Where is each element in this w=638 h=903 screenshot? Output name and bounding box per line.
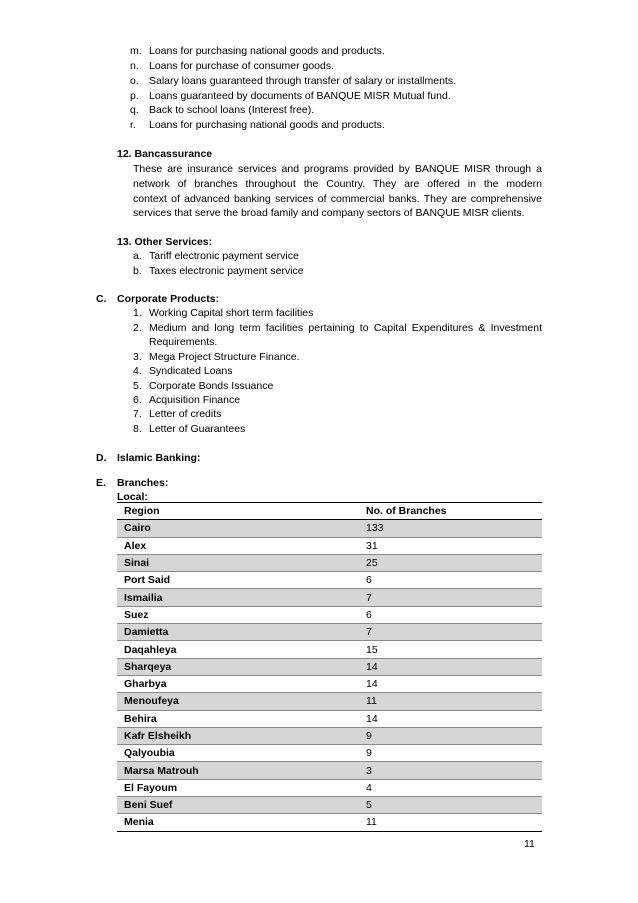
region-cell: Port Said bbox=[124, 574, 171, 587]
table-row bbox=[117, 606, 542, 623]
list-item: Loans for purchasing national goods and products. bbox=[149, 45, 385, 57]
list-item: Loans for purchase of consumer goods. bbox=[149, 60, 335, 72]
list-marker: m. bbox=[130, 45, 142, 57]
table-row bbox=[117, 554, 542, 571]
section-letter: D. bbox=[96, 452, 107, 464]
region-cell: Sharqeya bbox=[117, 658, 359, 675]
list-marker: o. bbox=[130, 75, 139, 87]
count-cell: 9 bbox=[366, 747, 372, 760]
count-cell: 11 bbox=[359, 693, 542, 710]
count-cell: 7 bbox=[359, 589, 542, 606]
table-row bbox=[117, 745, 542, 762]
region-cell: Sinai bbox=[117, 554, 359, 571]
table-row bbox=[117, 693, 542, 710]
paragraph-line: services that serve the broad family and company sectors of BANQUE MISR clients. bbox=[133, 207, 525, 219]
region-cell: Kafr Elsheikh bbox=[117, 727, 359, 744]
list-item: Salary loans guaranteed through transfer of salary or installments. bbox=[149, 75, 456, 87]
table-row bbox=[117, 675, 542, 692]
paragraph-line: context of advanced banking services of commercial banks. They are comprehensive bbox=[133, 193, 542, 205]
list-item: Corporate Bonds Issuance bbox=[149, 380, 274, 392]
subheading-local: Local: bbox=[117, 491, 148, 503]
list-marker: 3. bbox=[133, 351, 142, 363]
list-item: Working Capital short term facilities bbox=[149, 307, 314, 319]
list-marker: a. bbox=[133, 250, 142, 262]
list-item: Loans guaranteed by documents of BANQUE MISR Mutual fund. bbox=[149, 90, 451, 102]
section-heading-corporate: Corporate Products: bbox=[117, 293, 220, 305]
list-item: Loans for purchasing national goods and products. bbox=[149, 119, 385, 131]
count-cell: 14 bbox=[359, 658, 542, 675]
region-cell: Menia bbox=[117, 814, 359, 831]
list-marker: n. bbox=[130, 60, 139, 72]
region-cell: Behira bbox=[124, 712, 157, 725]
table-row bbox=[117, 762, 542, 779]
count-cell: 31 bbox=[366, 539, 378, 552]
paragraph-line: network of branches throughout the Country. They are offered in the modern bbox=[133, 178, 542, 190]
region-cell: Menoufeya bbox=[117, 693, 359, 710]
table-row bbox=[117, 537, 542, 554]
region-cell: El Fayoum bbox=[124, 781, 178, 794]
section-letter: C. bbox=[96, 293, 107, 305]
count-cell: 133 bbox=[359, 520, 542, 537]
table-row bbox=[117, 589, 542, 606]
count-cell: 15 bbox=[366, 643, 378, 656]
list-marker: 4. bbox=[133, 365, 142, 377]
section-heading-other-services: 13. Other Services: bbox=[117, 236, 213, 248]
table-row bbox=[117, 641, 542, 658]
list-item: Tariff electronic payment service bbox=[149, 250, 299, 262]
table-row bbox=[117, 710, 542, 727]
table-row bbox=[117, 814, 542, 831]
table-row bbox=[117, 779, 542, 796]
count-cell: 3 bbox=[359, 762, 542, 779]
list-marker: 2. bbox=[133, 322, 142, 334]
region-cell: Daqahleya bbox=[124, 643, 177, 656]
list-item: Medium and long term facilities pertaining to Capital Expenditures & Investment bbox=[149, 322, 542, 334]
list-marker: b. bbox=[133, 265, 142, 277]
region-cell: Qalyoubia bbox=[124, 747, 175, 760]
count-cell: 5 bbox=[359, 797, 542, 814]
column-header-region: Region bbox=[117, 503, 359, 520]
count-cell: 11 bbox=[359, 814, 542, 831]
list-marker: p. bbox=[130, 90, 139, 102]
table-row bbox=[117, 727, 542, 744]
region-cell: Alex bbox=[124, 539, 147, 552]
list-item: Syndicated Loans bbox=[149, 365, 233, 377]
count-cell: 14 bbox=[366, 678, 378, 691]
list-marker: 5. bbox=[133, 380, 142, 392]
region-cell: Damietta bbox=[117, 624, 359, 641]
list-item: Letter of credits bbox=[149, 408, 222, 420]
count-cell: 4 bbox=[366, 781, 372, 794]
table-row bbox=[117, 797, 542, 814]
count-cell: 14 bbox=[366, 712, 378, 725]
list-marker: 6. bbox=[133, 394, 142, 406]
table-row bbox=[117, 658, 542, 675]
list-item: Taxes electronic payment service bbox=[149, 265, 304, 277]
table-row bbox=[117, 624, 542, 641]
list-item-continued: Requirements. bbox=[149, 336, 218, 348]
count-cell: 6 bbox=[366, 608, 372, 621]
list-marker: 1. bbox=[133, 307, 142, 319]
list-marker: 8. bbox=[133, 423, 142, 435]
region-cell: Gharbya bbox=[124, 678, 167, 691]
count-cell: 9 bbox=[359, 727, 542, 744]
list-item: Mega Project Structure Finance. bbox=[149, 351, 300, 363]
count-cell: 25 bbox=[359, 554, 542, 571]
branches-table bbox=[117, 502, 542, 832]
paragraph-line: These are insurance services and programs provided by BANQUE MISR through a bbox=[133, 163, 542, 175]
section-heading-bancassurance: 12. Bancassurance bbox=[117, 148, 213, 160]
region-cell: Ismailia bbox=[117, 589, 359, 606]
table-row bbox=[117, 520, 542, 537]
table-row bbox=[117, 572, 542, 589]
table-header-row bbox=[117, 503, 542, 520]
region-cell: Cairo bbox=[117, 520, 359, 537]
list-marker: 7. bbox=[133, 408, 142, 420]
list-marker: q. bbox=[130, 104, 139, 116]
list-item: Acquisition Finance bbox=[149, 394, 241, 406]
region-cell: Suez bbox=[124, 608, 149, 621]
section-letter: E. bbox=[96, 477, 106, 489]
region-cell: Marsa Matrouh bbox=[117, 762, 359, 779]
list-marker: r. bbox=[130, 119, 136, 131]
region-cell: Beni Suef bbox=[117, 797, 359, 814]
list-item: Letter of Guarantees bbox=[149, 423, 246, 435]
page-number: 11 bbox=[524, 838, 535, 850]
list-item: Back to school loans (Interest free). bbox=[149, 104, 315, 116]
count-cell: 7 bbox=[359, 624, 542, 641]
column-header-count: No. of Branches bbox=[359, 503, 542, 520]
section-heading-islamic: Islamic Banking: bbox=[117, 452, 201, 464]
count-cell: 6 bbox=[366, 574, 372, 587]
section-heading-branches: Branches: bbox=[117, 477, 169, 489]
